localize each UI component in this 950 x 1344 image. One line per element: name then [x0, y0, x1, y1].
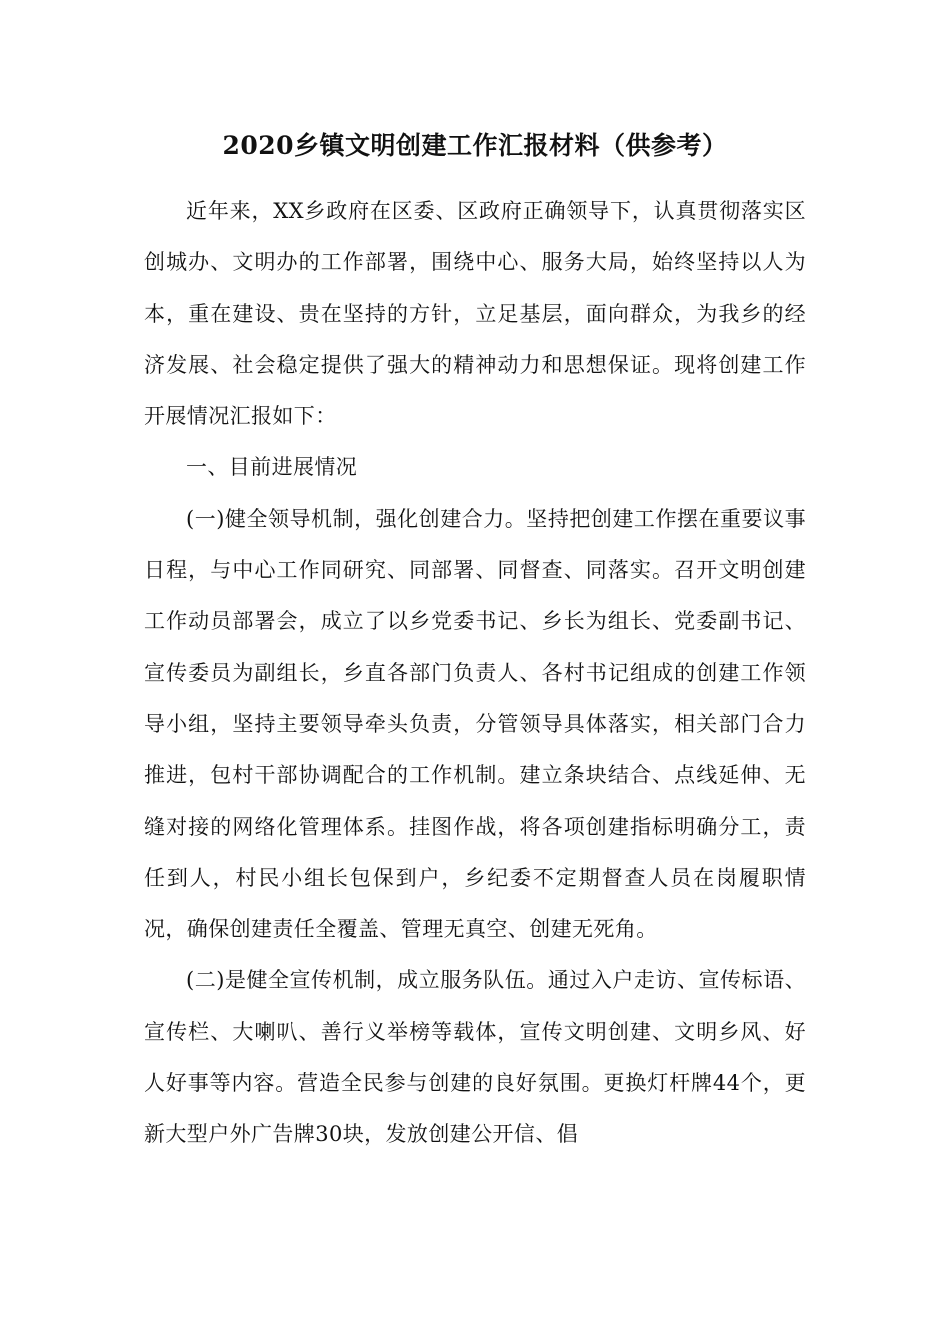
document-title: 2020乡镇文明创建工作汇报材料（供参考）	[222, 131, 728, 160]
section-paragraph-1: (一)健全领导机制，强化创建合力。坚持把创建工作摆在重要议事日程，与中心工作同研究、同部署、同督查、同落实。召开文明创建工作动员部署会，成立了以乡党委书记、乡长为组长、党委副书记、宣传委员为副组长，乡直各部门负责人、各村书记组成的创建工作领导小组，坚持主要领导牵头负责，分管领导具体落实，相关部门合力推进，包村干部协调配合的工作机制。建立条块结合、点线延伸、无缝对接的网络化管理体系。挂图作战，将各项创建指标明确分工，责任到人，村民小组长包保到户，乡纪委不定期督查人员在岗履职情况，确保创建责任全覆盖、管理无真空、创建无死角。	[144, 506, 806, 942]
intro-paragraph: 近年来，XX乡政府在区委、区政府正确领导下，认真贯彻落实区创城办、文明办的工作部署，围绕中心、服务大局，始终坚持以人为本，重在建设、贵在坚持的方针，立足基层，面向群众，为我乡的经济发展、社会稳定提供了强大的精神动力和思想保证。现将创建工作开展情况汇报如下：	[144, 199, 806, 429]
section-paragraph-2: (二)是健全宣传机制，成立服务队伍。通过入户走访、宣传标语、宣传栏、大喇叭、善行义举榜等载体，宣传文明创建、文明乡风、好人好事等内容。营造全民参与创建的良好氛围。更换灯杆牌44个，更新大型户外广告牌30块，发放创建公开信、倡	[144, 968, 806, 1147]
section-heading: 一、目前进展情况	[186, 455, 358, 480]
document-body	[144, 128, 806, 1161]
